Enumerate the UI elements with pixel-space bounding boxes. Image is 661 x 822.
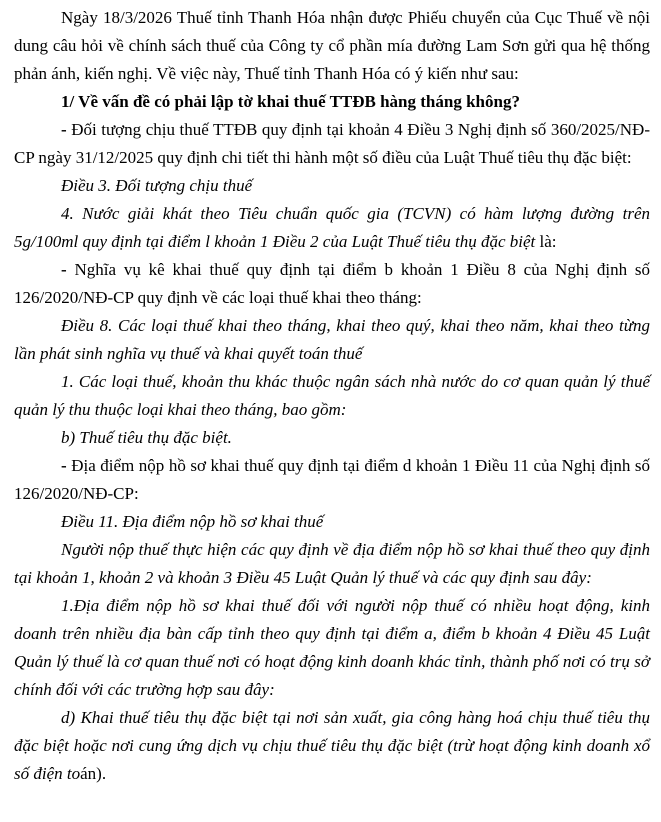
quote-text: d) Khai thuế tiêu thụ đặc biệt tại nơi sản xuất, gia công hàng hoá chịu thuế tiêu thụ đặc biệt hoặc nơi cung ứng dịch vụ chịu thuế tiêu thụ đặc biệt (trừ hoạt động kinh doanh xổ số điện to	[14, 708, 650, 783]
quote-text: Người nộp thuế thực hiện các quy định về địa điểm nộp hồ sơ khai thuế theo quy định tại khoản 1, khoản 2 và khoản 3 Điều 45 Luật Quản lý thuế và các quy định sau đây:	[14, 540, 650, 587]
quote-dieu-11-title	[14, 508, 650, 536]
paragraph-text: Đối tượng chịu thuế TTĐB quy định tại khoản 4 Điều 3 Nghị định số 360/2025/NĐ-CP ngày 31/12/2025 quy định chi tiết thi hành một số điều của Luật Thuế tiêu thụ đặc biệt:	[14, 120, 650, 167]
quote-text: Điều 3. Đối tượng chịu thuế	[61, 176, 253, 195]
quote-khoan-1-dieu-11	[14, 592, 650, 704]
heading-text: 1/ Về vấn đề có phải lập tờ khai thuế TTĐB hàng tháng không?	[61, 92, 520, 111]
quote-text: Điều 8. Các loại thuế khai theo tháng, khai theo quý, khai theo năm, khai theo từng lần phát sinh nghĩa vụ thuế và khai quyết toán thuế	[14, 316, 650, 363]
quote-tail-text: là:	[535, 232, 557, 251]
paragraph-text: Ngày 18/3/2026 Thuế tỉnh Thanh Hóa nhận được Phiếu chuyển của Cục Thuế về nội dung câu hỏi về chính sách thuế của Công ty cổ phần mía đường Lam Sơn gửi qua hệ thống phản ánh, kiến nghị. Về việc này, Thuế tỉnh Thanh Hóa có ý kiến như sau:	[14, 8, 650, 83]
paragraph-text: Nghĩa vụ kê khai thuế quy định tại điểm b khoản 1 Điều 8 của Nghị định số 126/2020/NĐ-CP quy định về các loại thuế khai theo tháng:	[14, 260, 650, 307]
dash-marker: -	[61, 260, 75, 279]
dash-item-nghia-vu-ke-khai	[14, 256, 650, 312]
quote-diem-d	[14, 704, 650, 788]
quote-text: 4. Nước giải khát theo Tiêu chuẩn quốc gia (TCVN) có hàm lượng đường trên 5g/100ml quy định tại điểm l khoản 1 Điều 2 của Luật Thuế tiêu thụ đặc biệt	[14, 204, 650, 251]
paragraph-text: Địa điểm nộp hồ sơ khai thuế quy định tại điểm d khoản 1 Điều 11 của Nghị định số 126/2020/NĐ-CP:	[14, 456, 650, 503]
quote-tail-text: án).	[80, 764, 107, 783]
dash-marker: -	[61, 456, 72, 475]
quote-text: 1.Địa điểm nộp hồ sơ khai thuế đối với người nộp thuế có nhiều hoạt động, kinh doanh trên nhiều địa bàn cấp tỉnh theo quy định tại điểm a, điểm b khoản 4 Điều 45 Luật Quản lý thuế là cơ quan thuế nơi có hoạt động kinh doanh khác tỉnh, thành phố nơi có trụ sở chính đối với các trường hợp sau đây:	[14, 596, 650, 699]
quote-text: 1. Các loại thuế, khoản thu khác thuộc ngân sách nhà nước do cơ quan quản lý thuế quản lý thu thuộc loại khai theo tháng, bao gồm:	[14, 372, 650, 419]
quote-diem-b	[14, 424, 650, 452]
quote-nguoi-nop-thue	[14, 536, 650, 592]
dash-marker: -	[61, 120, 72, 139]
quote-text: b) Thuế tiêu thụ đặc biệt.	[61, 428, 232, 447]
dash-item-dia-diem-nop-ho-so	[14, 452, 650, 508]
section-1-heading	[14, 88, 650, 116]
quote-dieu-8-title	[14, 312, 650, 368]
quote-khoan-4-dieu-3	[14, 200, 650, 256]
opening-paragraph	[14, 4, 650, 88]
quote-dieu-3-title	[14, 172, 650, 200]
quote-text: Điều 11. Địa điểm nộp hồ sơ khai thuế	[61, 512, 324, 531]
quote-khoan-1-dieu-8	[14, 368, 650, 424]
dash-item-doi-tuong-chiu-thue	[14, 116, 650, 172]
